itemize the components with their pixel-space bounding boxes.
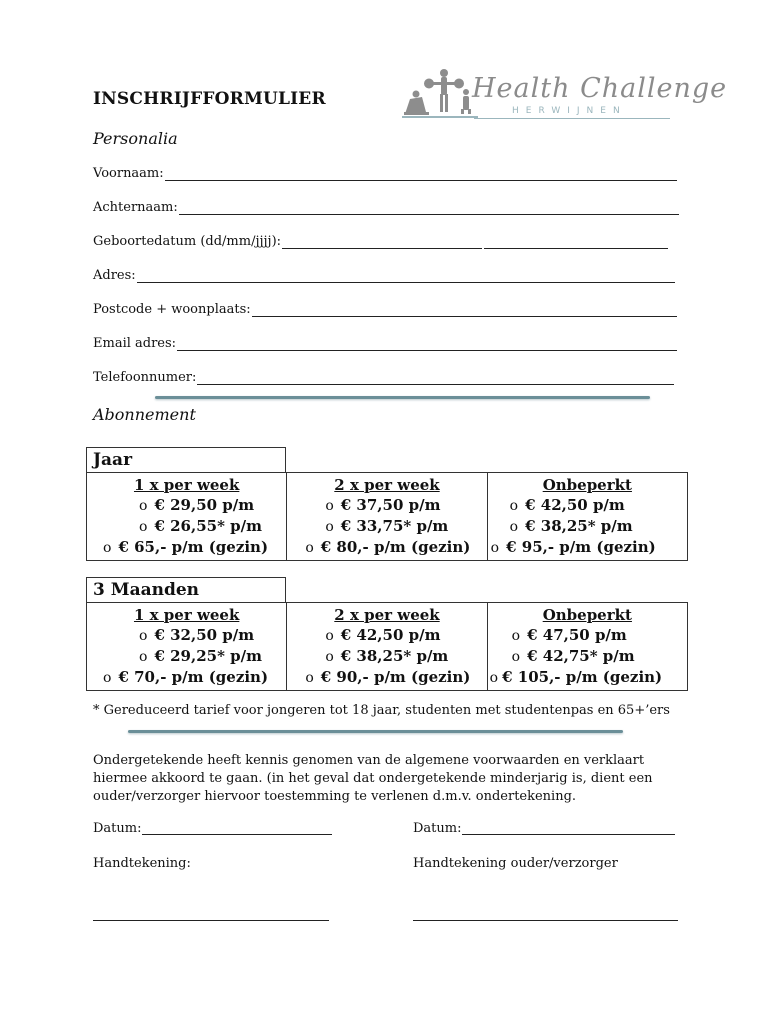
price-option[interactable]: o € 105,- p/m (gezin) [489,668,663,686]
footnote: * Gereduceerd tarief voor jongeren tot 18 jaar, studenten met studentenpas en 65+’ers [93,703,670,718]
price-option[interactable]: o € 38,25* p/m [509,517,633,535]
field-email[interactable] [93,336,677,351]
column-header: Onbeperkt [542,476,632,494]
radio-bullet-icon[interactable]: o [305,540,314,556]
pricing-column [488,473,687,560]
signature-label-left: Handtekening: [93,856,191,871]
pricing-table-jaar [86,472,688,561]
price-option[interactable]: o € 37,50 p/m [325,496,441,514]
logo-text: Health Challenge [472,73,728,104]
input-line[interactable] [177,337,677,351]
price-option[interactable]: o € 26,55* p/m [139,517,262,535]
radio-bullet-icon[interactable]: o [305,670,314,686]
column-header: 1 x per week [133,476,240,494]
price-option[interactable]: o € 95,- p/m (gezin) [490,538,656,556]
date-input-right[interactable] [462,834,675,835]
pricing-column [488,603,687,690]
logo-subtext: HERWIJNEN [512,106,627,116]
pricing-column [287,603,487,690]
fitness-figures-icon [400,64,480,126]
column-header: 1 x per week [133,606,240,624]
field-label: Adres: [93,268,136,283]
radio-bullet-icon[interactable]: o [103,670,112,686]
price-option[interactable]: o € 80,- p/m (gezin) [305,538,471,556]
date-label-right: Datum: [413,821,462,836]
field-label: Geboortedatum (dd/mm/jjjj): [93,234,282,249]
logo-underline [474,118,670,119]
field-telefoonnummer[interactable] [93,370,674,385]
price-option[interactable]: o € 32,50 p/m [139,626,255,644]
radio-bullet-icon[interactable]: o [103,540,112,556]
input-line[interactable] [197,371,674,385]
pricing-column [287,473,487,560]
input-line[interactable] [165,167,677,181]
radio-bullet-icon[interactable]: o [509,498,519,514]
section-divider [155,396,650,399]
radio-bullet-icon[interactable]: o [325,649,334,665]
field-geboortedatum[interactable] [93,234,668,249]
price-option[interactable]: o € 29,25* p/m [139,647,262,665]
price-option[interactable]: o € 42,75* p/m [511,647,635,665]
column-header: 2 x per week [334,476,440,494]
agreement-text: Ondergetekende heeft kennis genomen van de algemene voorwaarden en verklaart hiermee akkoord te gaan. (in het geval dat ondergetekende minderjarig is, dient een ouder/verzorger hiervoor toestemming te verlenen d.m.v. ondertekening. [93,753,653,804]
price-option[interactable]: o € 42,50 p/m [509,496,625,514]
health-challenge-logo [400,64,728,126]
pricing-table-3-maanden [86,602,688,691]
section-heading-abonnement: Abonnement [93,405,196,424]
form-title: INSCHRIJFFORMULIER [93,89,326,109]
field-voornaam[interactable] [93,166,677,181]
field-label: Email adres: [93,336,177,351]
input-line[interactable] [252,303,677,317]
date-label-left: Datum: [93,821,142,836]
table-title-jaar: Jaar [86,447,286,472]
field-label: Voornaam: [93,166,164,181]
radio-bullet-icon[interactable]: o [139,649,148,665]
price-option[interactable]: o € 47,50 p/m [511,626,627,644]
section-heading-personalia: Personalia [93,129,178,148]
field-achternaam[interactable] [93,200,679,215]
price-option[interactable]: o € 90,- p/m (gezin) [305,668,471,686]
price-option[interactable]: o € 38,25* p/m [325,647,449,665]
radio-bullet-icon[interactable]: o [139,628,148,644]
signature-line-left[interactable] [93,920,329,921]
radio-bullet-icon[interactable]: o [139,519,148,535]
field-label: Postcode + woonplaats: [93,302,251,317]
input-line[interactable] [484,235,668,249]
radio-bullet-icon[interactable]: o [489,670,499,686]
field-label: Achternaam: [93,200,178,215]
price-option[interactable]: o € 29,50 p/m [139,496,255,514]
date-input-left[interactable] [142,834,332,835]
field-adres[interactable] [93,268,675,283]
radio-bullet-icon[interactable]: o [511,628,521,644]
radio-bullet-icon[interactable]: o [511,649,521,665]
section-divider [128,730,623,733]
radio-bullet-icon[interactable]: o [325,628,334,644]
radio-bullet-icon[interactable]: o [509,519,519,535]
column-header: 2 x per week [334,606,440,624]
price-option[interactable]: o € 70,- p/m (gezin) [103,668,269,686]
pricing-column [87,473,287,560]
price-option[interactable]: o € 65,- p/m (gezin) [103,538,269,556]
price-option[interactable]: o € 42,50 p/m [325,626,441,644]
radio-bullet-icon[interactable]: o [139,498,148,514]
signature-line-right[interactable] [413,920,678,921]
price-option[interactable]: o € 33,75* p/m [325,517,449,535]
table-title-3-maanden: 3 Maanden [86,577,286,602]
pricing-column [87,603,287,690]
column-header: Onbeperkt [542,606,632,624]
input-line[interactable] [282,235,482,249]
input-line[interactable] [179,201,679,215]
signature-label-right: Handtekening ouder/verzorger [413,856,618,871]
field-postcode-woonplaats[interactable] [93,302,677,317]
input-line[interactable] [137,269,675,283]
radio-bullet-icon[interactable]: o [325,498,334,514]
radio-bullet-icon[interactable]: o [325,519,334,535]
radio-bullet-icon[interactable]: o [490,540,500,556]
field-label: Telefoonnumer: [93,370,197,385]
